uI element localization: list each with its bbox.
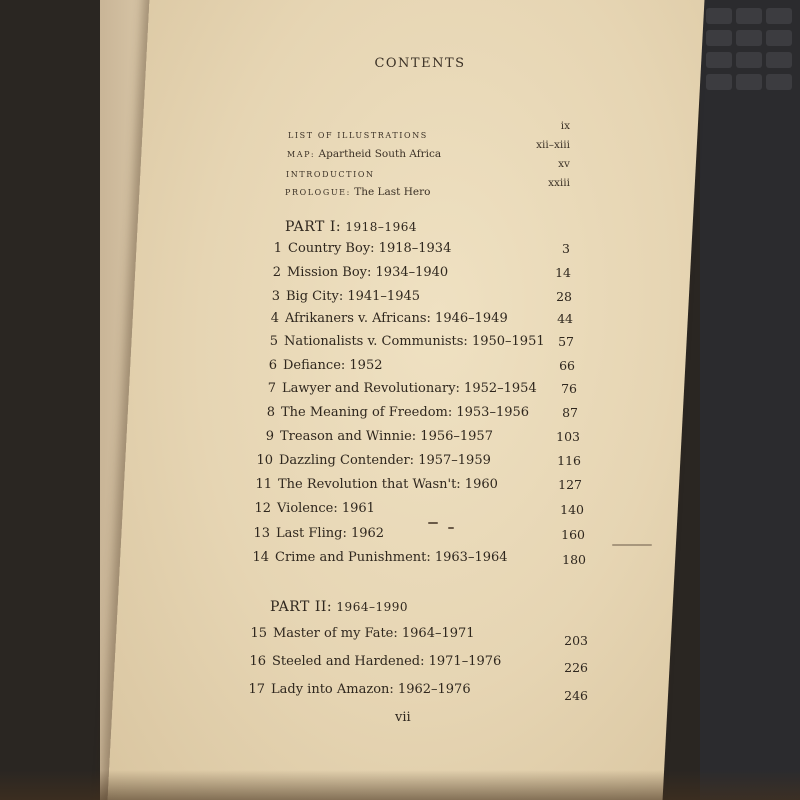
front-matter-item — [285, 180, 430, 199]
front-matter-label: INTRODUCTION — [286, 170, 375, 179]
book-page — [107, 0, 705, 800]
chapter-entry — [253, 453, 491, 468]
chapter-entry — [262, 241, 451, 256]
chapter-number: 9 — [265, 429, 274, 444]
front-matter-text: The Last Hero — [350, 186, 431, 198]
chapter-number: 1 — [273, 241, 282, 256]
chapter-entry — [257, 358, 382, 373]
chapter-entry — [256, 381, 537, 396]
chapter-title: Country Boy: 1918–1934 — [288, 241, 452, 256]
chapter-entry — [251, 501, 375, 516]
chapter-page: 180 — [562, 552, 586, 567]
front-matter-item — [286, 162, 375, 181]
chapter-page: 76 — [561, 381, 577, 396]
chapter-title: Steeled and Hardened: 1971–1976 — [272, 654, 502, 669]
front-matter-label: MAP: — [287, 150, 316, 159]
chapter-page: 140 — [560, 502, 584, 517]
chapter-entry — [246, 654, 501, 669]
chapter-entry — [254, 429, 493, 444]
chapter-entry — [245, 682, 471, 697]
chapter-page: 160 — [561, 527, 585, 542]
chapter-title: Treason and Winnie: 1956–1957 — [280, 429, 493, 444]
chapter-page: 116 — [557, 453, 581, 468]
chapter-entry — [255, 405, 529, 420]
chapter-page: 66 — [559, 358, 575, 373]
chapter-page: 28 — [556, 289, 572, 304]
chapter-number: 4 — [270, 311, 279, 326]
chapter-number: 8 — [266, 405, 275, 420]
chapter-number: 6 — [268, 358, 277, 373]
part-heading — [285, 219, 417, 235]
chapter-number: 5 — [269, 334, 278, 349]
chapter-page: 246 — [564, 688, 588, 703]
keyboard — [700, 0, 800, 800]
chapter-title: Afrikaners v. Africans: 1946–1949 — [285, 311, 508, 326]
chapter-title: The Revolution that Wasn't: 1960 — [278, 477, 498, 492]
chapter-number: 11 — [255, 477, 272, 492]
chapter-entry — [258, 334, 545, 349]
ink-speck — [448, 527, 454, 529]
chapter-title: Lady into Amazon: 1962–1976 — [271, 682, 471, 697]
chapter-page: 57 — [558, 334, 574, 349]
front-matter-page: xv — [558, 158, 570, 170]
chapter-page: 3 — [562, 241, 570, 256]
chapter-number: 13 — [253, 526, 270, 541]
part-heading — [270, 599, 408, 615]
chapter-entry — [259, 311, 508, 326]
front-matter-page: xxiii — [548, 177, 570, 189]
page-number: vii — [395, 710, 411, 725]
chapter-title: Defiance: 1952 — [283, 358, 383, 373]
part-label: PART I: — [285, 219, 342, 235]
chapter-number: 17 — [248, 682, 265, 697]
chapter-page: 14 — [555, 265, 571, 280]
chapter-number: 12 — [254, 501, 271, 516]
chapter-title: Nationalists v. Communists: 1950–1951 — [284, 334, 545, 349]
chapter-entry — [261, 265, 448, 280]
chapter-entry — [260, 289, 420, 304]
chapter-page: 127 — [558, 477, 582, 492]
chapter-entry — [250, 526, 384, 541]
chapter-number: 10 — [256, 453, 273, 468]
front-matter-item — [288, 123, 428, 142]
ink-speck — [428, 522, 438, 524]
chapter-title: Last Fling: 1962 — [276, 526, 385, 541]
chapter-title: Crime and Punishment: 1963–1964 — [275, 550, 508, 565]
front-matter-page: xii–xiii — [536, 139, 570, 151]
chapter-page: 87 — [562, 405, 578, 420]
chapter-page: 226 — [564, 660, 588, 675]
front-matter-item — [287, 142, 441, 161]
front-matter-label: LIST OF ILLUSTRATIONS — [288, 131, 428, 140]
chapter-number: 2 — [272, 265, 281, 280]
part-years: 1918–1964 — [341, 220, 417, 234]
chapter-page: 203 — [564, 633, 588, 648]
chapter-title: Mission Boy: 1934–1940 — [287, 265, 449, 280]
chapter-entry — [252, 477, 498, 492]
chapter-title: Dazzling Contender: 1957–1959 — [279, 453, 491, 468]
chapter-entry — [247, 626, 475, 641]
front-matter-text: Apartheid South Africa — [315, 148, 442, 160]
chapter-number: 16 — [249, 654, 266, 669]
part-years: 1964–1990 — [332, 600, 409, 614]
chapter-number: 14 — [252, 550, 269, 565]
chapter-entry — [249, 550, 508, 565]
chapter-number: 3 — [271, 289, 280, 304]
chapter-number: 15 — [250, 626, 267, 641]
chapter-title: Violence: 1961 — [277, 501, 375, 516]
chapter-title: Master of my Fate: 1964–1971 — [273, 626, 475, 641]
chapter-title: Big City: 1941–1945 — [286, 289, 421, 304]
chapter-page: 44 — [557, 311, 573, 326]
chapter-title: The Meaning of Freedom: 1953–1956 — [281, 405, 530, 420]
part-label: PART II: — [270, 599, 333, 615]
contents-title: CONTENTS — [374, 56, 466, 71]
front-matter-label: PROLOGUE: — [285, 188, 351, 197]
ink-speck — [612, 544, 652, 546]
chapter-page: 103 — [556, 429, 580, 444]
chapter-number: 7 — [267, 381, 276, 396]
page-shadow — [0, 770, 800, 800]
chapter-title: Lawyer and Revolutionary: 1952–1954 — [282, 381, 537, 396]
front-matter-page: ix — [560, 120, 570, 132]
